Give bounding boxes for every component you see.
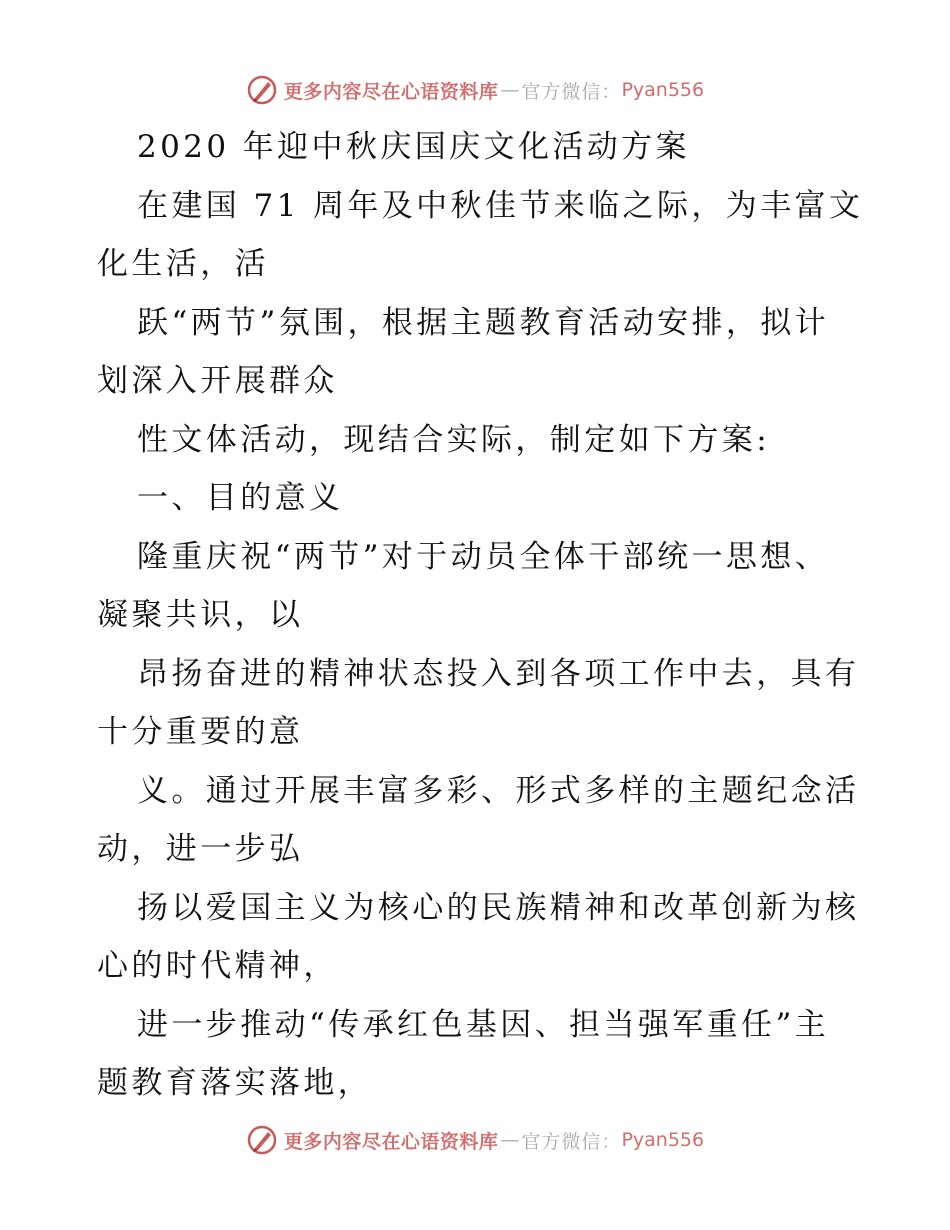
watermark-dash: — — [500, 79, 520, 101]
pen-logo-icon — [246, 74, 278, 106]
text-line: 在建国 71 周年及中秋佳节来临之际，为丰富文 — [137, 187, 864, 224]
watermark-header — [0, 70, 950, 110]
text-line: 十分重要的意 — [97, 714, 304, 750]
watermark-main-text: 更多内容尽在心语资料库 — [283, 1130, 499, 1153]
text-line: 扬以爱国主义为核心的民族精神和改革创新为核 — [137, 889, 860, 926]
watermark-main-text: 更多内容尽在心语资料库 — [283, 80, 499, 103]
watermark-wechat-id: Pyan556 — [621, 1129, 705, 1151]
text-line: 跃“两节”氛围，根据主题教育活动安排，拟计 — [137, 304, 830, 341]
text-line: 性文体活动，现结合实际，制定如下方案: — [137, 421, 771, 458]
text-line: 凝聚共识，以 — [97, 597, 304, 633]
watermark-dash: — — [500, 1129, 520, 1151]
text-line: 化生活，活 — [97, 246, 269, 282]
watermark-sub-text: 官方微信： — [521, 1130, 622, 1153]
document-body — [97, 118, 864, 1113]
watermark-footer — [0, 1120, 950, 1160]
watermark-wechat-id: Pyan556 — [621, 79, 705, 101]
text-line: 义。通过开展丰富多彩、形式多样的主题纪念活 — [137, 772, 860, 809]
text-line: 隆重庆祝“两节”对于动员全体干部统一思想、 — [137, 538, 830, 575]
text-line: 进一步推动“传承红色基因、担当强军重任”主 — [137, 1006, 830, 1043]
text-line: 划深入开展群众 — [97, 363, 338, 399]
text-line: 题教育落实落地， — [97, 1065, 373, 1101]
text-line: 动，进一步弘 — [97, 831, 304, 867]
document-title: 2020 年迎中秋庆国庆文化活动方案 — [137, 129, 690, 165]
text-line: 心的时代精神， — [97, 948, 338, 984]
text-line: 昂扬奋进的精神状态投入到各项工作中去，具有 — [137, 655, 860, 692]
section-heading: 一、目的意义 — [137, 480, 344, 516]
pen-logo-icon — [246, 1124, 278, 1156]
watermark-sub-text: 官方微信： — [521, 80, 622, 103]
